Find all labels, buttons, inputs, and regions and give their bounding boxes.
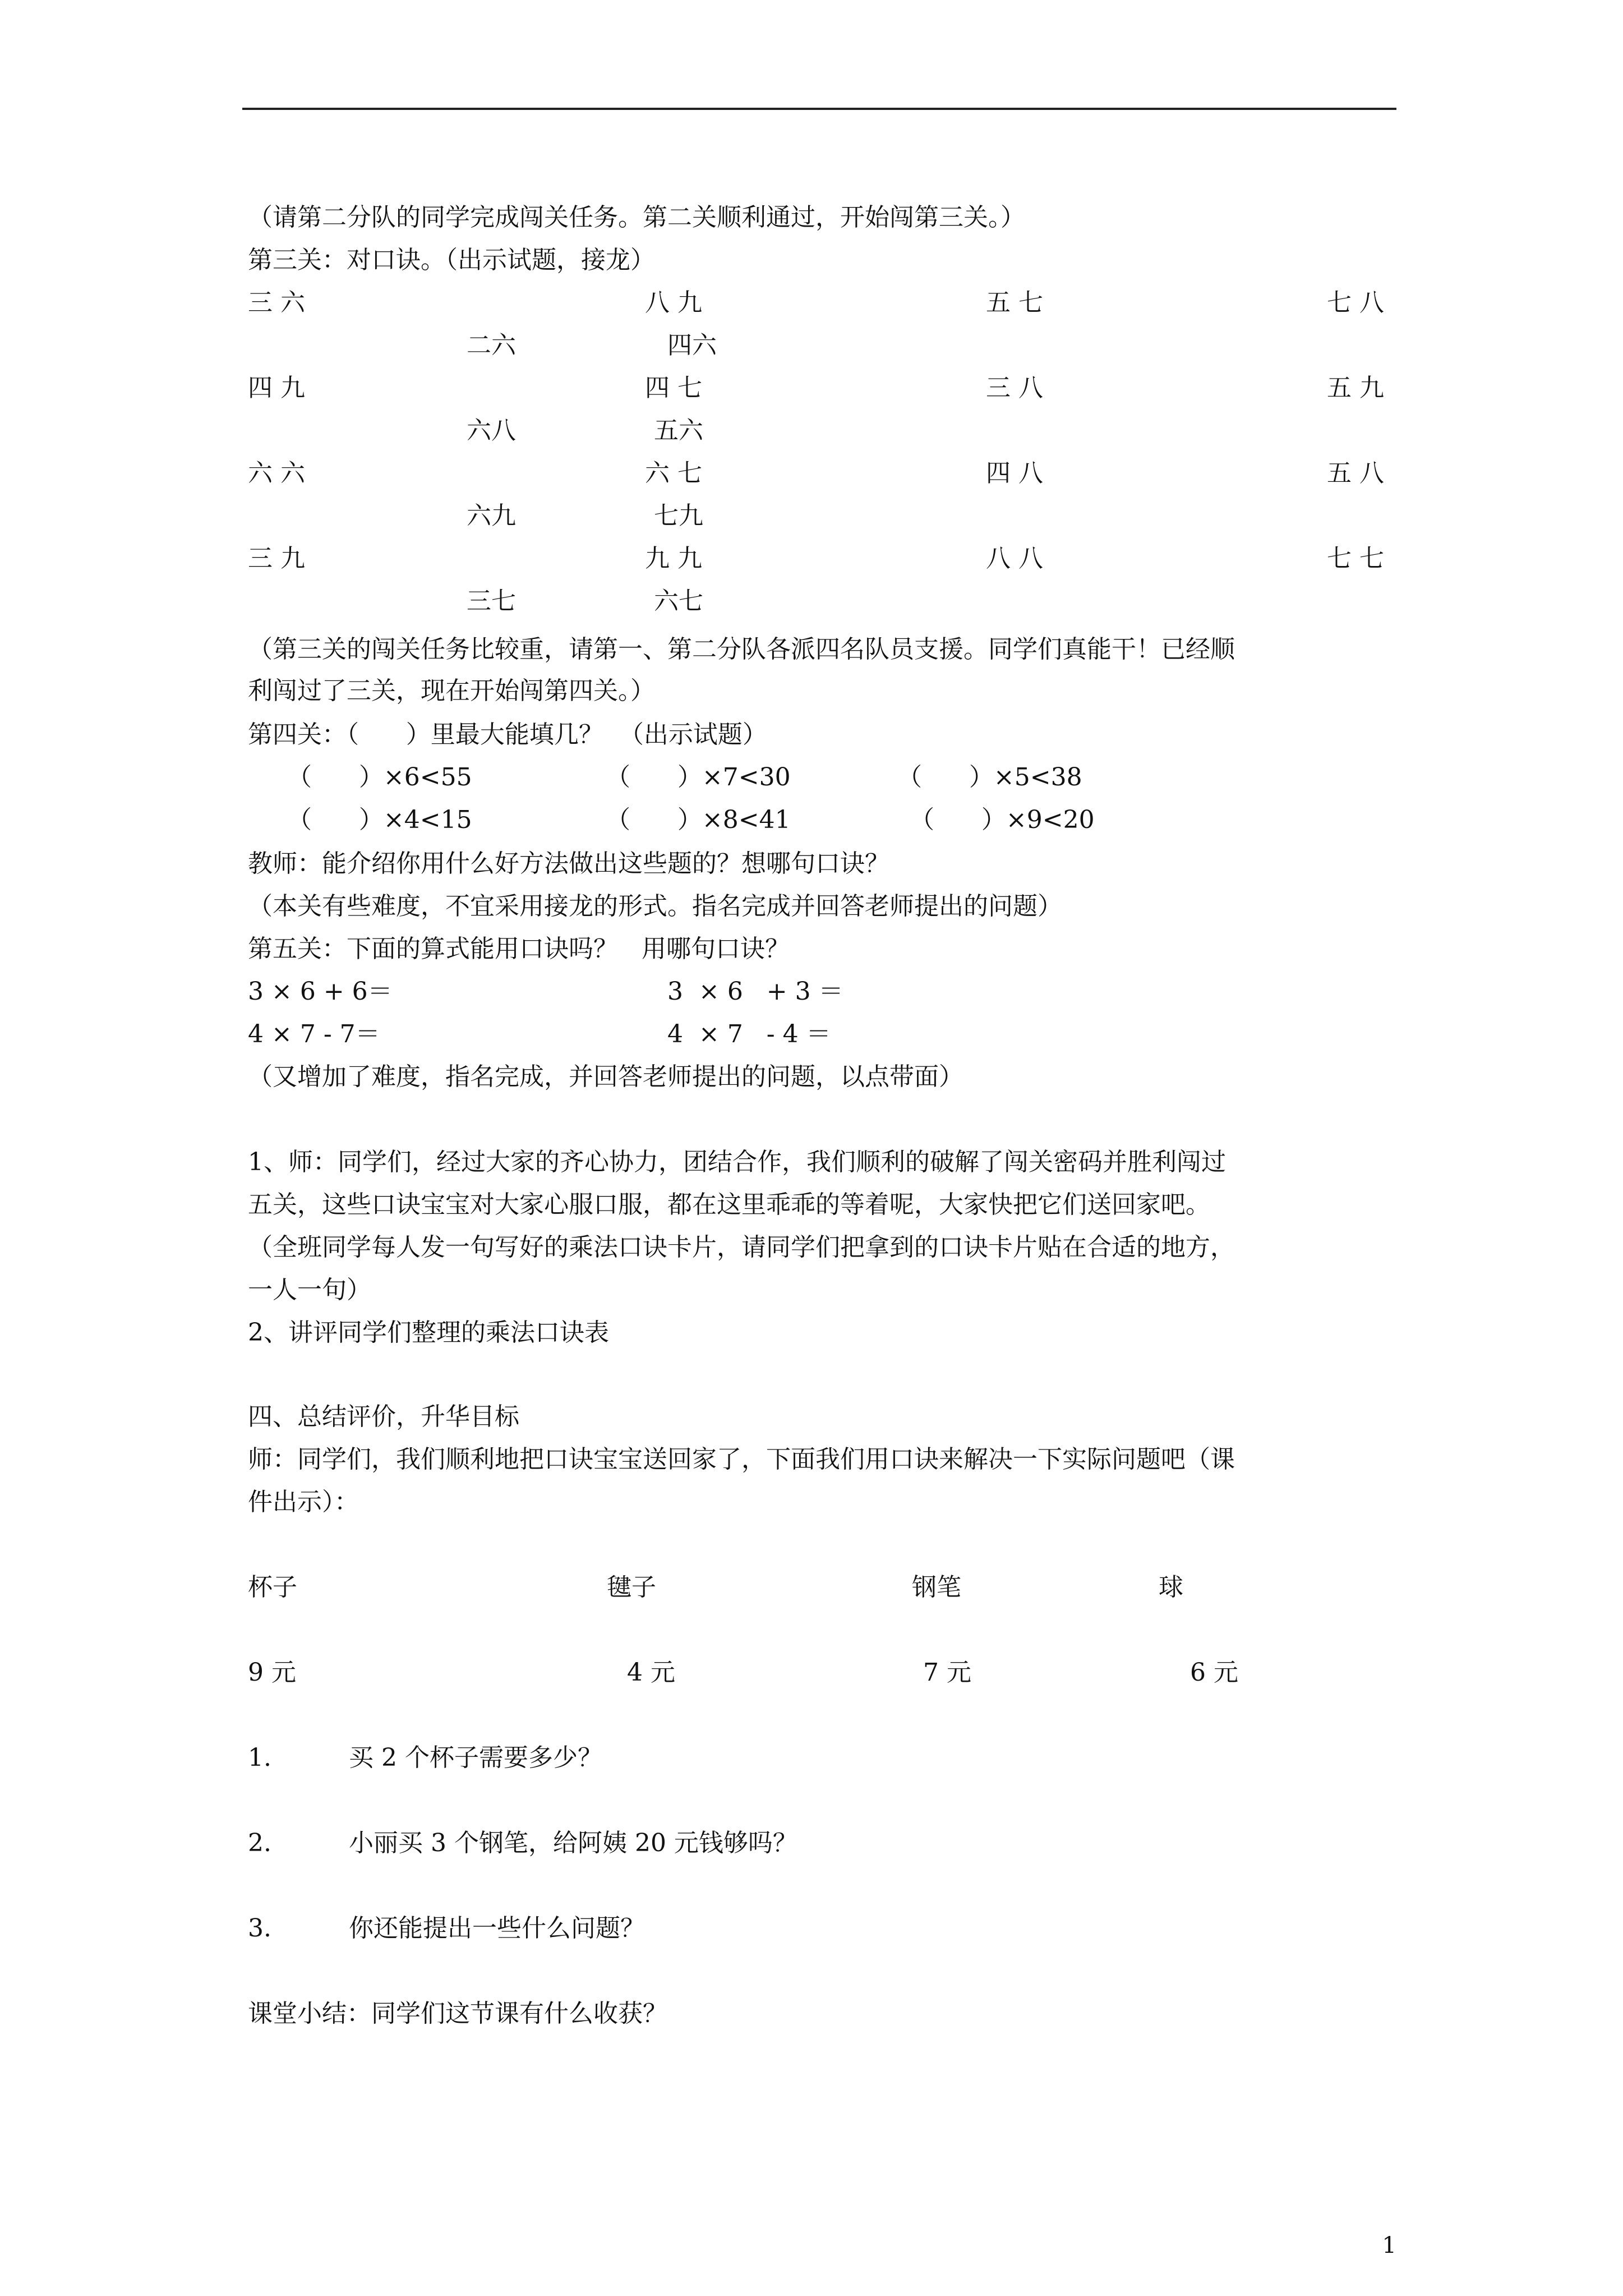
part4-intro-line1: 师：同学们，我们顺利地把口诀宝宝送回家了，下面我们用口诀来解决一下实际问题吧（课 <box>248 1445 1235 1474</box>
para1-line1: 1、师：同学们，经过大家的齐心协力，团结合作，我们顺利的破解了闯关密码并胜利闯过 <box>248 1148 1226 1176</box>
level3-row3-col2: 六 七 <box>645 459 702 487</box>
level3-row2-col2: 四 七 <box>645 374 702 402</box>
level3-row1-col3: 五 七 <box>986 288 1043 317</box>
level3-row2-sub2: 五六 <box>654 416 703 445</box>
level3-row3-sub2: 七九 <box>654 501 703 530</box>
question-text: 你还能提出一些什么问题？ <box>349 1914 645 1943</box>
question-text: 小丽买 3 个钢笔，给阿姨 20 元钱够吗？ <box>349 1829 797 1857</box>
item-price: 4 元 <box>627 1658 675 1687</box>
para1-line2: 五关，这些口诀宝宝对大家心服口服，都在这里乖乖的等着呢，大家快把它们送回家吧。 <box>248 1190 1210 1219</box>
page-number: 1 <box>1382 2233 1396 2258</box>
level4-q2: （ ）×7<30 <box>606 763 791 792</box>
class-summary: 课堂小结：同学们这节课有什么收获？ <box>248 1999 667 2028</box>
level4-q1: （ ）×6<55 <box>287 763 472 792</box>
level3-row1-col1: 三 六 <box>248 288 305 317</box>
question-number: 3. <box>248 1914 271 1943</box>
part4-heading: 四、总结评价，升华目标 <box>248 1402 519 1431</box>
level3-row3-sub1: 六九 <box>467 501 516 530</box>
item-name: 球 <box>1159 1573 1183 1602</box>
level4-q3: （ ）×5<38 <box>897 763 1082 792</box>
item-price: 7 元 <box>923 1658 971 1687</box>
level3-row4-sub1: 三七 <box>467 587 516 615</box>
level4-q5: （ ）×8<41 <box>606 806 791 834</box>
level3-row2-sub1: 六八 <box>467 416 516 445</box>
level3-row2-col3: 三 八 <box>986 374 1043 402</box>
level5-title: 第五关：下面的算式能用口诀吗？ 用哪句口诀？ <box>248 935 790 963</box>
level5-note: （又增加了难度，指名完成，并回答老师提出的问题，以点带面） <box>248 1062 963 1091</box>
item-name: 毽子 <box>607 1573 656 1602</box>
part4-intro-line2: 件出示）： <box>248 1488 359 1516</box>
level3-row2-col4: 五 九 <box>1327 374 1384 402</box>
item-price: 9 元 <box>248 1658 296 1687</box>
level3-row3-col3: 四 八 <box>986 459 1043 487</box>
level5-eq4: 4 × 7 - 4 ＝ <box>667 1020 831 1048</box>
level5-eq2: 3 × 6 + 3 ＝ <box>667 977 843 1006</box>
level3-row3-col4: 五 八 <box>1327 459 1384 487</box>
level3-row3-col1: 六 六 <box>248 459 305 487</box>
level3-note-line1: （第三关的闯关任务比较重，请第一、第二分队各派四名队员支援。同学们真能干！已经顺 <box>248 635 1235 664</box>
level3-row1-sub1: 二六 <box>467 331 516 360</box>
item-name: 杯子 <box>248 1573 297 1602</box>
level3-row4-col4: 七 七 <box>1327 544 1384 573</box>
level5-eq1: 3 × 6 + 6＝ <box>248 977 393 1006</box>
question-text: 买 2 个杯子需要多少？ <box>349 1743 602 1772</box>
question-number: 1. <box>248 1743 271 1772</box>
teacher-question: 教师：能介绍你用什么好方法做出这些题的？想哪句口诀？ <box>248 849 889 878</box>
item-name: 钢笔 <box>912 1573 961 1602</box>
level3-row1-sub2: 四六 <box>667 331 717 360</box>
question-number: 2. <box>248 1829 271 1857</box>
para1-line3: （全班同学每人发一句写好的乘法口诀卡片，请同学们把拿到的口诀卡片贴在合适的地方， <box>248 1233 1235 1262</box>
level5-eq3: 4 × 7 - 7＝ <box>248 1020 380 1048</box>
level4-q6: （ ）×9<20 <box>910 806 1095 834</box>
para1-line4: 一人一句） <box>248 1276 371 1304</box>
level3-note-line2: 利闯过了三关，现在开始闯第四关。） <box>248 677 655 705</box>
level3-row1-col2: 八 九 <box>645 288 702 317</box>
para2: 2、讲评同学们整理的乘法口诀表 <box>248 1318 609 1347</box>
intro-line: （请第二分队的同学完成闯关任务。第二关顺利通过，开始闯第三关。） <box>248 203 1025 232</box>
level4-title: 第四关：（ ）里最大能填几？ （出示试题） <box>248 720 767 749</box>
item-price: 6 元 <box>1190 1658 1238 1687</box>
level3-row4-sub2: 六七 <box>654 587 703 615</box>
level3-row1-col4: 七 八 <box>1327 288 1384 317</box>
level3-row4-col3: 八 八 <box>986 544 1043 573</box>
level3-row4-col1: 三 九 <box>248 544 305 573</box>
header-rule <box>242 108 1396 110</box>
level3-row2-col1: 四 九 <box>248 374 305 402</box>
level3-title: 第三关：对口诀。（出示试题，接龙） <box>248 246 655 274</box>
level4-note: （本关有些难度，不宜采用接龙的形式。指名完成并回答老师提出的问题） <box>248 892 1062 921</box>
level3-row4-col2: 九 九 <box>645 544 702 573</box>
level4-q4: （ ）×4<15 <box>287 806 472 834</box>
